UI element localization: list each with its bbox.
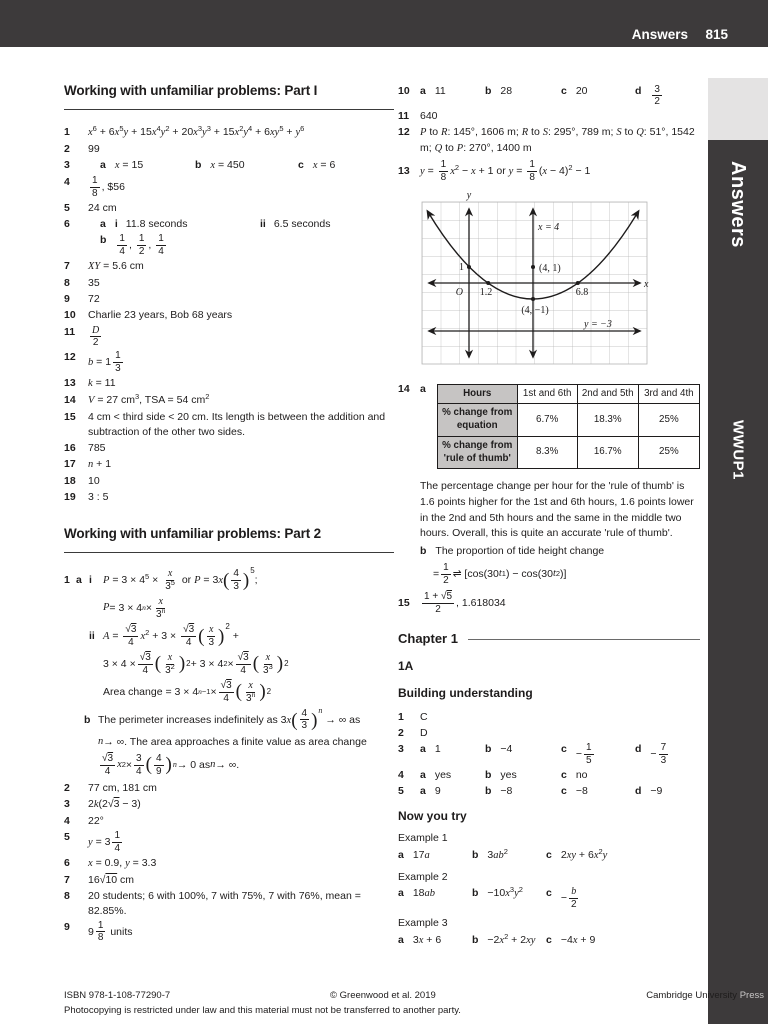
- table-cell: 25%: [638, 404, 699, 436]
- answer-part: [561, 768, 700, 783]
- right-column: [398, 82, 700, 950]
- table-row: [437, 404, 699, 436]
- table-cell: 16.7%: [577, 436, 638, 468]
- item-number: 15: [64, 410, 76, 423]
- math-line: $P = 3 \times 4^5$ × $\frac{x}{3^5}$ or P = 3x( $\frac{4}{3}$ )$^5$;: [103, 566, 258, 592]
- item-content: 77 cm, 181 cm: [88, 781, 157, 794]
- answer-part: ii 6.5 seconds: [260, 218, 331, 231]
- answer-row: [398, 768, 700, 783]
- section-code: 1A: [398, 659, 414, 674]
- graph-label-root2: 6.8: [575, 286, 589, 298]
- part-label: ii: [89, 630, 95, 643]
- item-number: 5: [398, 784, 404, 797]
- part-label: d: [635, 784, 642, 797]
- part-label: b: [485, 784, 492, 797]
- item-number: 8: [64, 890, 70, 903]
- answer-row: [64, 781, 394, 796]
- side-tab-wwup1-label: WWUP1: [729, 420, 747, 480]
- answer-part: [546, 848, 700, 864]
- item-number: 7: [64, 873, 70, 886]
- part-value: x = 15: [114, 159, 144, 172]
- answer-part: [420, 742, 485, 757]
- item-number: 16: [64, 441, 76, 454]
- answer-row: [64, 276, 394, 291]
- part-label: b: [472, 848, 479, 861]
- item-content: 640: [420, 110, 438, 122]
- part-label: b: [485, 768, 492, 781]
- item-content: k = 11: [88, 376, 116, 389]
- item-content: 99: [88, 143, 100, 156]
- item-number: 7: [64, 259, 70, 272]
- item-content: 10: [88, 475, 100, 488]
- part-value: −4x + 9: [560, 934, 596, 946]
- answer-row: [64, 233, 394, 257]
- answer-row: [64, 457, 394, 473]
- item-number: 10: [398, 84, 410, 97]
- answer-row: [64, 292, 394, 307]
- graph-label-line-x: x = 4: [538, 221, 560, 233]
- math-line: The perimeter increases indefinitely as 3x( $\frac{4}{3}$ )$^n$ → ∞ as: [98, 705, 361, 732]
- answer-part: [635, 784, 700, 799]
- math-line: A = $\frac{√3}{4}$ $x^2 + 3$ × $\frac{√3}{4}$ ( $\frac{x}{3}$ )$^2$ +: [103, 622, 239, 648]
- answer-part: [398, 848, 472, 864]
- subsection-title: Building understanding: [398, 685, 533, 700]
- answer-part: [298, 158, 394, 174]
- part-label: c: [298, 159, 304, 172]
- item-content: n + 1: [88, 458, 112, 471]
- part-value: − $\frac{7}{3}$: [650, 742, 667, 766]
- chapter-title: Chapter 1: [398, 630, 458, 646]
- item-number: 3: [64, 159, 70, 172]
- part-value: −9: [650, 784, 663, 797]
- item-content: b = 1 $\frac{1}{3}$: [88, 350, 121, 374]
- item-number: 14: [398, 382, 410, 395]
- part-value: 28: [500, 84, 513, 97]
- part-label: d: [635, 743, 642, 756]
- table-header-cell: 1st and 6th: [517, 384, 577, 404]
- graph-label-line-y: y = −3: [584, 318, 612, 330]
- answer-row: [398, 159, 700, 184]
- math-line: = 1 2 ⇌ [cos(30 t 1 ) − cos(30 t 2 )]: [433, 562, 567, 586]
- part-label: b: [195, 159, 202, 172]
- answer-row: [64, 142, 394, 157]
- part-label: c: [561, 743, 567, 756]
- item-number: 11: [64, 325, 76, 338]
- side-tab-answers-label: Answers: [727, 160, 749, 248]
- part-label: a: [420, 784, 426, 797]
- answer-row: [398, 125, 700, 156]
- item-content: P to R: 145°, 1606 m; R to S: 295°, 789 m; S to Q: 51°, 1542 m; Q to P: 270°, 1400 m: [420, 126, 695, 154]
- publisher: [646, 989, 764, 1002]
- answer-part: [561, 784, 635, 799]
- publisher-name-on-tab: Press: [739, 990, 764, 1001]
- item-content: 16√10 cm: [88, 873, 135, 886]
- example-label: Example 3: [398, 917, 448, 930]
- answer-row: [64, 830, 394, 854]
- part-label: b: [472, 934, 479, 946]
- part-label: c: [546, 887, 552, 900]
- graph-label-vertex: (4, −1): [521, 304, 549, 316]
- part-value: i 11.8 seconds: [114, 218, 188, 231]
- item-number: 11: [398, 110, 410, 122]
- copyright-notice: Photocopying is restricted under law and this material must not be transferred to another party.: [64, 1005, 461, 1016]
- table-header-cell: 3rd and 4th: [638, 384, 699, 404]
- part-value: 9: [434, 784, 441, 797]
- part-value: x = 6: [312, 159, 336, 172]
- answer-row: [398, 710, 700, 725]
- answer-row: [398, 933, 700, 949]
- part-label: a: [398, 887, 404, 900]
- answer-row: [398, 382, 700, 478]
- graph-label-root1: 1.2: [479, 286, 493, 298]
- part-label: b: [100, 234, 107, 247]
- part-label: a: [76, 574, 82, 587]
- item-number: 2: [64, 143, 70, 156]
- item-content: V = 27 $cm^3$, TSA = 54 $cm^2$: [88, 391, 210, 406]
- answer-row: [64, 175, 394, 199]
- part-label: a: [100, 159, 106, 172]
- part-label: b: [420, 545, 427, 558]
- answer-row: [64, 889, 394, 918]
- answer-row: [64, 125, 394, 141]
- item-number: 8: [64, 277, 70, 290]
- table-row: [437, 384, 699, 404]
- part-label: c: [561, 768, 567, 781]
- part-label: a: [420, 743, 426, 756]
- part-value: x = 450: [210, 159, 245, 172]
- part-value: $-10x^3y^2$: [487, 885, 523, 900]
- part-value: 20: [575, 84, 588, 97]
- item-number: 3: [398, 743, 404, 756]
- answer-row: [398, 848, 700, 864]
- header-title: Answers: [631, 27, 688, 42]
- item-content: Charlie 23 years, Bob 68 years: [88, 309, 233, 322]
- y-intercept-point: [467, 265, 471, 269]
- item-number: 1: [64, 574, 70, 587]
- math-line: √3 4 x 2 × 3 4 ( 4 9 ) n → 0 as n → ∞.: [102, 753, 240, 777]
- answer-row: [64, 259, 394, 275]
- part-label: c: [561, 84, 567, 97]
- answer-row: [64, 568, 394, 593]
- answer-row: [398, 886, 700, 910]
- part-value: −8: [500, 784, 513, 797]
- answer-part: [485, 784, 561, 799]
- part-label: i: [89, 574, 92, 587]
- graph-label-y-intercept: 1: [459, 261, 464, 273]
- item-content: 24 cm: [88, 201, 117, 214]
- item-content: 4 cm < third side < 20 cm. Its length is between the addition and subtraction of the other two sides.: [88, 410, 386, 438]
- item-number: 3: [64, 797, 70, 810]
- math-line: P = 3 × 4 n × x 3$^n$: [103, 596, 166, 620]
- answer-row: [64, 393, 394, 409]
- answer-part: [420, 784, 485, 799]
- answer-part: [398, 933, 472, 949]
- answer-row: [64, 217, 394, 232]
- item-number: 13: [64, 376, 76, 389]
- item-content: The proportion of tide height change: [435, 545, 605, 558]
- part-value: $3ab^2$: [487, 846, 508, 861]
- side-tab-spacer: [708, 78, 768, 140]
- part-value: 3x + 6: [412, 934, 442, 946]
- item-number: 5: [64, 201, 70, 214]
- side-tab-answers[interactable]: [708, 148, 768, 260]
- answer-row: [64, 376, 394, 392]
- part-label: b: [485, 84, 492, 97]
- item-number: 12: [398, 126, 410, 139]
- answer-row: [398, 84, 700, 108]
- part-label: c: [561, 784, 567, 797]
- item-number: 15: [398, 597, 410, 610]
- answer-row: [89, 624, 394, 649]
- item-number: 4: [398, 768, 404, 781]
- item-content: y = 3 $\frac{1}{4}$: [88, 830, 121, 854]
- item-content: 2k(2√3 − 3): [88, 797, 141, 810]
- item-number: 1: [398, 710, 404, 723]
- part-value: 11: [434, 84, 446, 97]
- answer-row: [398, 784, 700, 799]
- item-content: 3 : 5: [88, 491, 109, 504]
- item-number: 10: [64, 309, 76, 322]
- root1-point: [486, 281, 490, 285]
- part-value: −4: [500, 743, 513, 756]
- answer-row: [398, 742, 700, 766]
- item-content: x = 0.9, y = 3.3: [88, 856, 157, 869]
- part-label: b: [485, 743, 492, 756]
- part-label: a: [420, 768, 426, 781]
- tide-table: [437, 384, 700, 470]
- graph-label-y: y: [466, 189, 472, 201]
- chapter-heading: [398, 630, 700, 648]
- answer-row: [64, 856, 394, 872]
- table-cell: 8.3%: [517, 436, 577, 468]
- answer-row: [84, 705, 394, 732]
- answer-part: [485, 768, 561, 783]
- item-content: $x^6 + 6x^5y + 15x^4y^2 + 20x^3y^3 + 15x^2y^4 + 6xy^5 + y^6$: [88, 123, 305, 138]
- part-label: a: [420, 382, 426, 395]
- item-number: 9: [64, 920, 70, 933]
- part-label: b: [472, 887, 479, 900]
- item-number: 4: [64, 176, 70, 189]
- answer-part: [100, 233, 394, 257]
- item-content: $\frac{1}{8}$ , $56: [92, 175, 125, 199]
- table-cell: 18.3%: [577, 404, 638, 436]
- answer-part: [561, 742, 635, 766]
- graph-label-x: x: [644, 278, 649, 290]
- item-content: 72: [88, 293, 100, 306]
- answer-part: [472, 886, 546, 902]
- item-content: D: [420, 726, 428, 739]
- part-value: −8: [575, 784, 588, 797]
- item-number: 5: [64, 831, 70, 844]
- answer-row: [64, 797, 394, 813]
- answer-row: [64, 474, 394, 489]
- chapter-rule: [468, 639, 700, 640]
- section-title-part1: Working with unfamiliar problems: Part I: [64, 82, 394, 110]
- part-value: − $\frac{1}{5}$: [575, 742, 592, 766]
- item-content: $\frac{1 + √5}{2}$ , 1.618034: [424, 591, 506, 615]
- item-number: 6: [64, 856, 70, 869]
- answer-part: [472, 933, 546, 949]
- answer-row: [398, 726, 700, 741]
- part-label: a: [398, 934, 404, 946]
- answer-part: [420, 768, 485, 783]
- answer-part: [546, 933, 700, 949]
- item-number: 2: [64, 781, 70, 794]
- table-row-label: % change from 'rule of thumb': [437, 436, 517, 468]
- item-number: 12: [64, 351, 76, 364]
- answer-row: [64, 920, 394, 944]
- focus-point: [531, 265, 535, 269]
- isbn: ISBN 978-1-108-77290-7: [64, 990, 171, 1001]
- part-label: c: [546, 934, 552, 946]
- answer-part: [546, 886, 700, 910]
- part-value: $\frac{1}{4}$ , $\frac{1}{2}$ , $\frac{1}{4}$: [119, 233, 164, 257]
- item-content: C: [420, 710, 428, 723]
- header-page-number: 815: [705, 27, 728, 42]
- math-line: Area change = 3 × 4 n−1 × √3 4 ( x 3$^n$ ) 2: [103, 680, 272, 704]
- explanation-paragraph: The percentage change per hour for the 'rule of thumb' is 1.6 points higher for the 1st and 6th hours, 1.6 points lower in the 2nd and 5th hours and the same in the middle two hours. Overall, this is quite an accurate 'rule of thumb'.: [420, 480, 694, 540]
- item-number: 2: [398, 726, 404, 739]
- part-value: 1: [434, 743, 441, 756]
- answer-row: [64, 201, 394, 216]
- table-row: [437, 436, 699, 468]
- part-value: yes: [500, 768, 517, 781]
- answer-row: [64, 350, 394, 374]
- table-cell: 25%: [638, 436, 699, 468]
- answer-part: [195, 158, 298, 174]
- now-you-try-title: Now you try: [398, 809, 467, 824]
- part-label: b: [84, 713, 91, 726]
- answer-row: [420, 544, 700, 559]
- part-label: c: [546, 848, 552, 861]
- part-value: no: [575, 768, 588, 781]
- item-content: XY = 5.6 cm: [88, 259, 144, 272]
- answer-part: [472, 848, 546, 864]
- item-content: 785: [88, 441, 106, 454]
- part-label: a: [398, 848, 404, 861]
- side-tab-wwup1[interactable]: [708, 398, 768, 502]
- answer-part: [485, 84, 561, 99]
- publisher-name: Cambridge University: [646, 990, 740, 1001]
- part-value: − $\frac{b}{2}$: [560, 886, 577, 910]
- answer-part: [635, 84, 700, 108]
- math-line: n → ∞. The area approaches a finite value as area change: [98, 735, 367, 748]
- answer-part: [100, 217, 260, 232]
- item-content: $\frac{D}{2}$: [92, 324, 100, 349]
- answer-row: [398, 109, 700, 124]
- example-label: Example 2: [398, 870, 448, 883]
- table-row-label: % change from equation: [437, 404, 517, 436]
- answer-row: [64, 325, 394, 349]
- part-value: yes: [434, 768, 452, 781]
- parabola-graph: [416, 188, 654, 374]
- item-content: 35: [88, 277, 100, 290]
- item-number: 9: [64, 293, 70, 306]
- answer-row: [64, 158, 394, 174]
- item-number: 18: [64, 475, 76, 488]
- part-label: d: [635, 84, 642, 97]
- answer-part: [635, 742, 700, 766]
- part-label: a: [100, 218, 106, 231]
- table-header-cell: Hours: [437, 384, 517, 404]
- copyright: © Greenwood et al. 2019: [330, 990, 436, 1001]
- item-number: 14: [64, 393, 76, 406]
- item-number: 4: [64, 815, 70, 828]
- answer-part: [420, 84, 485, 99]
- part-value: $\frac{3}{2}$: [654, 83, 660, 107]
- item-number: 6: [64, 218, 70, 231]
- item-content: y = $\frac{1}{8}$ $x^2 - x + 1$ or y = $\frac{1}{8}$ $(x - 4)^2 - 1$: [420, 159, 591, 183]
- answer-row: [64, 490, 394, 505]
- item-content: 22°: [88, 815, 104, 828]
- page-header-bar: [0, 0, 768, 47]
- item-number: 1: [64, 125, 70, 138]
- item-number: 17: [64, 458, 76, 471]
- table-header-cell: 2nd and 5th: [577, 384, 638, 404]
- part-value: $2xy + 6x^2y$: [560, 846, 608, 861]
- side-tab-strip: [708, 140, 768, 1024]
- answer-part: [485, 742, 561, 757]
- left-column: [64, 82, 394, 945]
- graph-label-point: (4, 1): [539, 262, 561, 274]
- answer-row: [64, 410, 394, 439]
- item-number: 19: [64, 491, 76, 504]
- answer-row: [64, 814, 394, 829]
- item-content: 20 students; 6 with 100%, 7 with 75%, 7 with 76%, mean = 82.85%.: [88, 890, 361, 917]
- math-line: 3 × 4 × √3 4 ( x $3^2$ ) 2 + 3 × 4 2 × √3 4 ( x $3^3$ ) 2: [103, 652, 289, 676]
- part-label: a: [420, 84, 426, 97]
- answer-part: [561, 84, 635, 99]
- table-cell: 6.7%: [517, 404, 577, 436]
- vertex-point: [531, 297, 535, 301]
- answer-part: [398, 886, 472, 902]
- example-label: Example 1: [398, 832, 448, 845]
- item-number: 13: [398, 164, 410, 177]
- graph-label-origin: O: [455, 286, 463, 298]
- answer-row: [64, 873, 394, 888]
- part-value: 17a: [412, 848, 430, 861]
- answer-row: [64, 441, 394, 456]
- root2-point: [576, 281, 580, 285]
- answer-row: [398, 591, 700, 616]
- answer-row: [64, 308, 394, 323]
- section-title-part2: Working with unfamiliar problems: Part 2: [64, 525, 394, 553]
- part-value: $-2x^2 + 2xy$: [487, 932, 536, 946]
- part-value: 18ab: [412, 887, 436, 900]
- answer-part: [100, 158, 195, 174]
- item-content: 9 $\frac{1}{8}$ units: [88, 919, 133, 944]
